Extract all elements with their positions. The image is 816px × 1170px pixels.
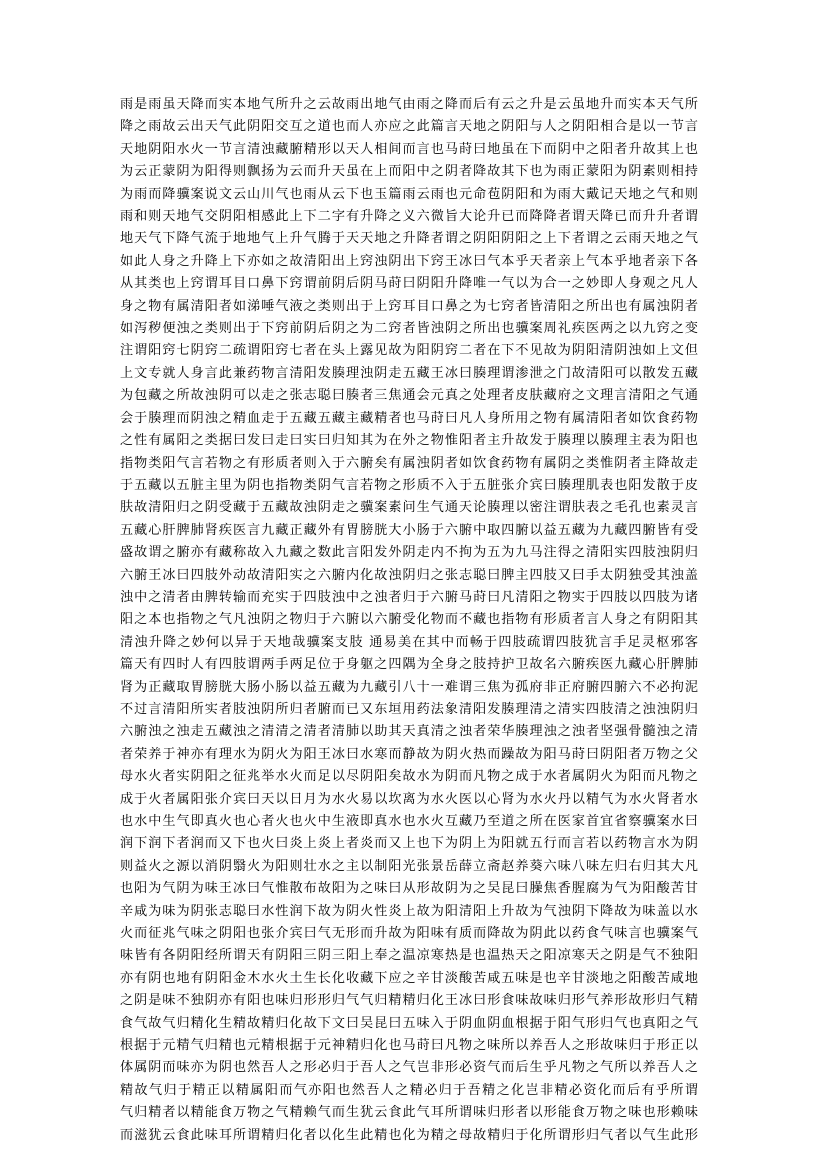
text-line-24: 阳之本也指物之气凡浊阴之物归于六腑以六腑受化物而不藏也指物有形质者言人身之有阴阳其	[120, 612, 698, 628]
text-line-28: 不过言清阳所实者肢浊阴所归者腑而已又东垣用药法象清阳发腠理清之清实四肢清之浊浊阴归	[120, 701, 698, 717]
text-line-15: 会于腠理而阴浊之精血走于五藏五藏主藏精者也马莳曰凡人身所用之物有属清阳者如饮食药物	[120, 410, 698, 426]
text-line-37: 辛咸为味为阴张志聪曰水性润下故为阴火性炎上故为阳清阳上升故为气浊阴下降故为味盖以水	[120, 903, 698, 919]
text-line-3: 天地阴阳水火一节言清浊藏腑精形以天人相间而言也马莳曰地虽在下而阴中之阳者升故其上也	[120, 141, 698, 157]
text-line-21: 盛故谓之腑亦有藏称故入九藏之数此言阳发外阴走内不拘为五为九马注得之清阳实四肢浊阴归	[120, 545, 698, 561]
text-line-32: 成于火者属阳张介宾曰天以日月为水火易以坎离为水火医以心肾为水火丹以精气为水火肾者水	[120, 791, 698, 807]
text-line-41: 之阴是味不独阴亦有阳也味归形形归气气归精精归化王冰曰形食味故味归形气养形故形归气精	[120, 993, 698, 1009]
text-line-38: 火而征兆气味之阴阳也张介宾曰气无形而升故为阳味有质而降故为阴此以药食气味言也骥案气	[120, 926, 698, 942]
text-line-20: 五藏心肝脾肺肾疾医言九藏正藏外有胃膀胱大小肠于六腑中取四腑以益五藏为九藏四腑皆有受	[120, 522, 698, 538]
text-line-19: 肤故清阳归之阴受藏于五藏故浊阴走之骥案素问生气通天论腠理以密注谓肤表之毛孔也素灵言	[120, 500, 698, 516]
text-line-9: 从其类也上窍谓耳目口鼻下窍谓前阴后阴马莳曰阴阳升降唯一气以为合一之妙即人身观之凡人	[120, 276, 698, 292]
text-line-1: 雨是雨虽天降而实本地气所升之云故雨出地气由雨之降而后有云之升是云虽地升而实本天气所	[120, 97, 698, 112]
text-line-47: 而滋犹云食此味耳所谓精归化者以化生此精也化为精之母故精归于化所谓形归气者以气生此形	[120, 1127, 698, 1143]
text-line-13: 上文专就人身言此兼药物言清阳发腠理浊阴走五藏王冰曰腠理谓渗泄之门故清阳可以散发五藏	[120, 365, 698, 381]
text-line-48	[120, 1147, 698, 1169]
text-line-4: 为云正蒙阴为阳得则飘扬为云而升天虽在上而阳中之阴者降故其下也为雨正蒙阳为阴素则相持	[120, 164, 698, 180]
text-line-43: 根据于元精气归精也元精根据于元神精归化也马莳曰凡物之味所以养吾人之形故味归于形正以	[120, 1038, 698, 1054]
text-line-39: 味皆有各阴阳经所谓天有阴阳三阴三阳上奉之温凉寒热是也温热天之阳凉寒天之阴是气不独阳	[120, 948, 698, 964]
text-line-2: 降之雨故云出天气此阴阳交互之道也而人亦应之此篇言天地之阴阳与人之阴阳相合是以一节言	[120, 119, 698, 135]
text-page	[120, 94, 698, 1170]
text-line-18: 于五藏以五脏主里为阴也指物类阴气言若物之形质不入于五脏张介宾曰腠理肌表也阳发散于皮	[120, 477, 698, 493]
text-line-29: 六腑浊之浊走五藏浊之清清之清者清肺以助其天真清之浊者荣华腠理浊之浊者坚强骨髓浊之清	[120, 724, 698, 740]
text-line-34: 润下润下者润而又下也火曰炎上炎上者炎而又上也下为阴上为阳就五行而言若以药物言水为阴	[120, 836, 698, 852]
text-line-35: 则益火之源以消阴翳火为阳则壮水之主以制阳光张景岳薛立斋赵养葵六味八味左归右归其大凡	[120, 858, 698, 874]
text-line-36: 也阳为气阴为味王冰曰气惟散布故阳为之味曰从形故阴为之吴昆曰臊焦香腥腐为气为阳酸苦甘	[120, 881, 698, 897]
text-line-14: 为包藏之所故浊阴可以走之张志聪曰腠者三焦通会元真之处理者皮肤藏府之文理言清阳之气通	[120, 388, 698, 404]
text-line-25: 清浊升降之妙何以异于天地哉骥案支肢 通易美在其中而畅于四肢疏谓四肢犹言手足灵枢邪客	[120, 634, 698, 650]
text-line-17: 指物类阳气言若物之有形质者则入于六腑矣有属浊阴者如饮食药物有属阴之类惟阴者主降故走	[120, 455, 698, 471]
text-line-12: 注谓阳窍七阴窍二疏谓阳窍七者在头上露见故为阳阴窍二者在下不见故为阴阳清阴浊如上文但	[120, 343, 698, 359]
text-line-6: 雨和则天地气交阴阳相感此上下二字有升降之义六微旨大论升已而降降者谓天降已而升升者谓	[120, 209, 698, 225]
text-line-42: 食气故气归精化生精故精归化故下文曰吴昆曰五味入于阴血阴血根据于阳气形归气也真阳之气	[120, 1015, 698, 1031]
text-line-40: 亦有阴也地有阴阳金木水火土生长化收藏下应之辛甘淡酸苦咸五味是也辛甘淡地之阳酸苦咸地	[120, 970, 698, 986]
text-line-44: 体属阴而味亦为阴也然吾人之形必归于吾人之气岂非形必资气而后生乎凡物之气所以养吾人之	[120, 1060, 698, 1076]
text-line-10: 身之物有属清阳者如涕唾气液之类则出于上窍耳目口鼻之为七窍者皆清阳之所出也有属浊阴者	[120, 298, 698, 314]
text-line-31: 母水火者实阴阳之征兆举水火而足以尽阴阳矣故水为阴而凡物之成于水者属阴火为阳而凡物之	[120, 769, 698, 785]
text-line-22: 六腑王冰曰四肢外动故清阳实之六腑内化故浊阴归之张志聪曰脾主四肢又曰手太阴独受其浊盖	[120, 567, 698, 583]
text-line-27: 肾为正藏取胃膀胱大肠小肠以益五藏为九藏引八十一难谓三焦为孤府非正府腑四腑六不必拘泥	[120, 679, 698, 695]
text-line-26: 篇天有四时人有四肢谓两手两足位于身躯之四隅为全身之肢持护卫故名六腑疾医九藏心肝脾肺	[120, 657, 698, 673]
text-line-16: 之性有属阳之类据曰发曰走曰实曰归知其为在外之物惟阳者主升故发于腠理以腠理主表为阳也	[120, 433, 698, 449]
text-line-8: 如此人身之升降上下亦如之故清阳出上窍浊阴出下窍王冰曰气本乎天者亲上气本乎地者亲下各	[120, 253, 698, 269]
text-line-45: 精故气归于精正以精属阳而气亦阳也然吾人之精必归于吾精之化岂非精必资化而后有乎所谓	[120, 1082, 698, 1098]
text-line-46: 气归精者以精能食万物之气精赖气而生犹云食此气耳所谓味归形者以形能食万物之味也形赖味	[120, 1105, 698, 1121]
text-line-33: 也水中生气即真火也心者火也火中生液即真水也水火互藏乃至道之所在医家首宜省察骥案水曰	[120, 814, 698, 829]
text-line-7: 地天气下降气流于地地气上升气腾于天天地之升降者谓之阴阳阴阳之上下者谓之云雨天地之气	[120, 231, 698, 247]
text-line-23: 浊中之清者由脾转输而充实于四肢浊中之浊者归于六腑马莳曰凡清阳之物实于四肢以四肢为诸	[120, 589, 698, 605]
text-line-11: 如泻秽便浊之类则出于下窍前阴后阴之为二窍者皆浊阴之所出也骥案周礼疾医两之以九窍之变	[120, 321, 698, 337]
text-line-5: 为雨而降骥案说文云山川气也雨从云下也玉篇雨云雨也元命苞阴阳和为雨大戴记天地之气和则	[120, 186, 698, 202]
text-line-30: 者荣养于神亦有理水为阴火为阳王冰曰水寒而静故为阴火热而躁故为阳马莳曰阴阳者万物之父	[120, 746, 698, 762]
